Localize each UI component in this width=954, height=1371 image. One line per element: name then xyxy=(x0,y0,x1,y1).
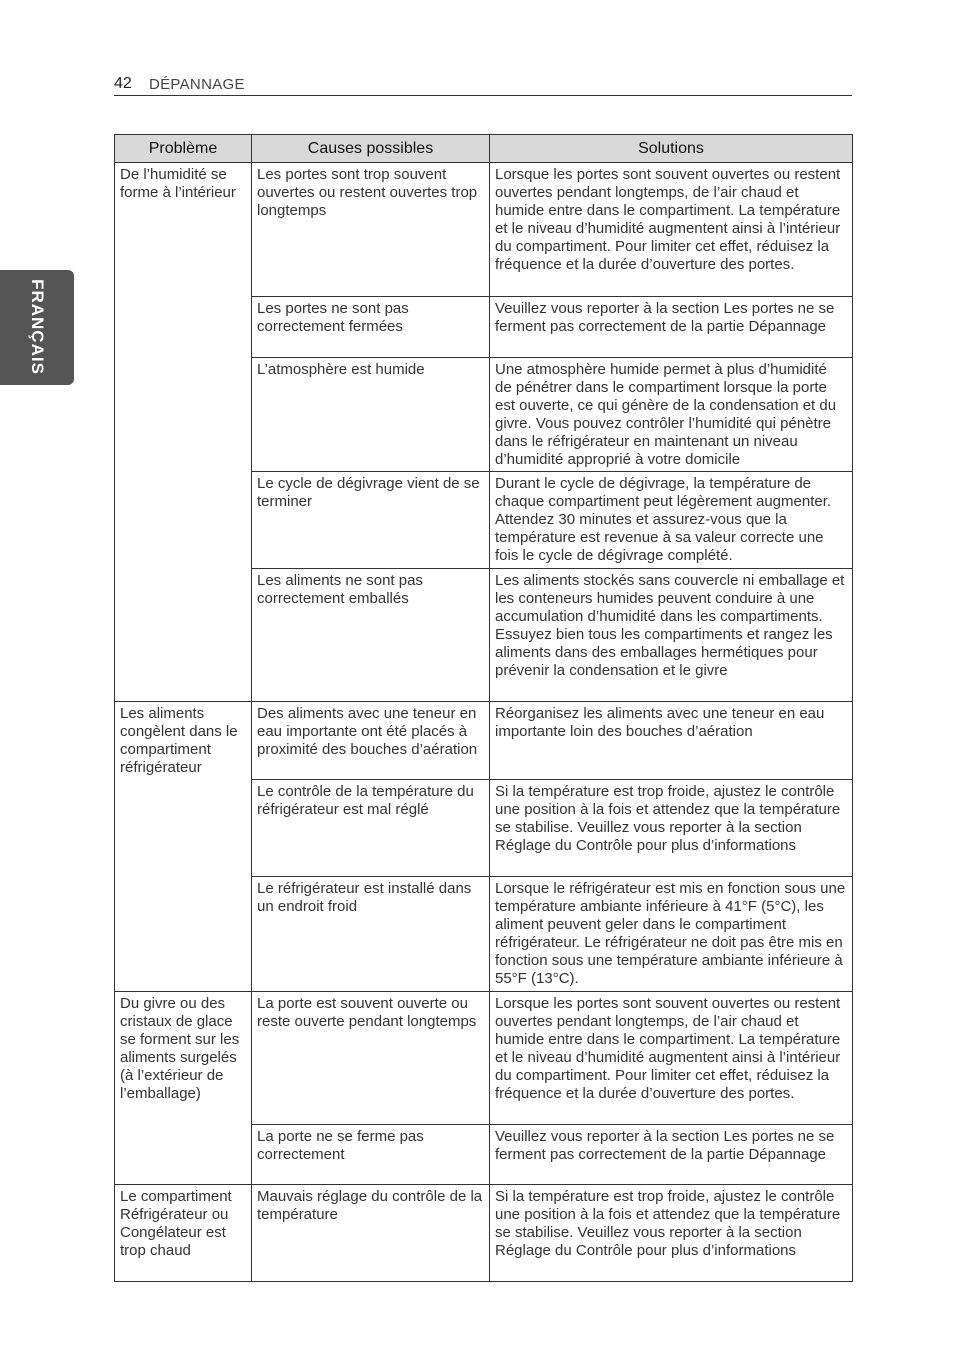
problem-cell: Le compartiment Réfrigérateur ou Congélateur est trop chaud xyxy=(115,1185,252,1282)
solution-cell: Veuillez vous reporter à la section Les portes ne se ferment pas correctement de la partie Dépannage xyxy=(490,297,853,358)
solution-cell: Lorsque les portes sont souvent ouvertes ou restent ouvertes pendant longtemps, de l’air chaud et humide entre dans le compartiment. La température et le niveau d’humidité augmentent ainsi à l’intérieur du compartiment. Pour limiter cet effet, réduisez la fréquence et la durée d’ouverture des portes. xyxy=(490,163,853,297)
header-causes: Causes possibles xyxy=(252,135,490,163)
table-row xyxy=(115,163,853,297)
problem-cell: De l’humidité se forme à l’intérieur xyxy=(115,163,252,702)
troubleshooting-table xyxy=(114,134,853,1282)
solution-cell: Si la température est trop froide, ajustez le contrôle une position à la fois et attendez que la température se stabilise. Veuillez vous reporter à la section Réglage du Contrôle pour plus d’informations xyxy=(490,1185,853,1282)
page-number: 42 xyxy=(114,75,132,92)
cause-cell: Le réfrigérateur est installé dans un endroit froid xyxy=(252,877,490,992)
cause-cell: La porte est souvent ouverte ou reste ouverte pendant longtemps xyxy=(252,992,490,1125)
header-solutions: Solutions xyxy=(490,135,853,163)
solution-cell: Durant le cycle de dégivrage, la température de chaque compartiment peut légèrement augmenter. Attendez 30 minutes et assurez-vous que la température est revenue à sa valeur correcte une fois le cycle de dégivrage complété. xyxy=(490,472,853,569)
table-row xyxy=(115,992,853,1125)
cause-cell: Le cycle de dégivrage vient de se terminer xyxy=(252,472,490,569)
cause-cell: Les portes ne sont pas correctement fermées xyxy=(252,297,490,358)
cause-cell: La porte ne se ferme pas correctement xyxy=(252,1125,490,1185)
solution-cell: Lorsque le réfrigérateur est mis en fonction sous une température ambiante inférieure à 41°F (5°C), les aliment peuvent geler dans le compartiment réfrigérateur. Le réfrigérateur ne doit pas être mis en fonction sous une température ambiante inférieure à 55°F (13°C). xyxy=(490,877,853,992)
solution-cell: Si la température est trop froide, ajustez le contrôle une position à la fois et attendez que la température se stabilise. Veuillez vous reporter à la section Réglage du Contrôle pour plus d’informations xyxy=(490,780,853,877)
header-problem: Problème xyxy=(115,135,252,163)
page-header xyxy=(114,75,852,96)
table-header-row xyxy=(115,135,853,163)
problem-cell: Du givre ou des cristaux de glace se forment sur les aliments surgelés (à l’extérieur de l’emballage) xyxy=(115,992,252,1185)
cause-cell: Le contrôle de la température du réfrigérateur est mal réglé xyxy=(252,780,490,877)
cause-cell: Mauvais réglage du contrôle de la température xyxy=(252,1185,490,1282)
solution-cell: Une atmosphère humide permet à plus d’humidité de pénétrer dans le compartiment lorsque la porte est ouverte, ce qui génère de la condensation et du givre. Vous pouvez contrôler l’humidité qui pénètre dans le réfrigérateur en maintenant un niveau d’humidité approprié à votre domicile xyxy=(490,358,853,472)
language-side-tab-label: FRANÇAIS xyxy=(28,279,47,375)
solution-cell: Réorganisez les aliments avec une teneur en eau importante loin des bouches d’aération xyxy=(490,702,853,780)
table-row xyxy=(115,1185,853,1282)
language-side-tab xyxy=(0,270,74,385)
problem-cell: Les aliments congèlent dans le compartiment réfrigérateur xyxy=(115,702,252,992)
cause-cell: L’atmosphère est humide xyxy=(252,358,490,472)
solution-cell: Lorsque les portes sont souvent ouvertes ou restent ouvertes pendant longtemps, de l’air chaud et humide entre dans le compartiment. La température et le niveau d’humidité augmentent ainsi à l’intérieur du compartiment. Pour limiter cet effet, réduisez la fréquence et la durée d’ouverture des portes. xyxy=(490,992,853,1125)
table-row xyxy=(115,702,853,780)
solution-cell: Les aliments stockés sans couvercle ni emballage et les conteneurs humides peuvent conduire à une accumulation d’humidité dans les compartiments. Essuyez bien tous les compartiments et rangez les aliments dans des emballages hermétiques pour prévenir la condensation et le givre xyxy=(490,569,853,702)
cause-cell: Les aliments ne sont pas correctement emballés xyxy=(252,569,490,702)
solution-cell: Veuillez vous reporter à la section Les portes ne se ferment pas correctement de la partie Dépannage xyxy=(490,1125,853,1185)
section-title: DÉPANNAGE xyxy=(149,76,245,93)
cause-cell: Les portes sont trop souvent ouvertes ou restent ouvertes trop longtemps xyxy=(252,163,490,297)
cause-cell: Des aliments avec une teneur en eau importante ont été placés à proximité des bouches d’aération xyxy=(252,702,490,780)
